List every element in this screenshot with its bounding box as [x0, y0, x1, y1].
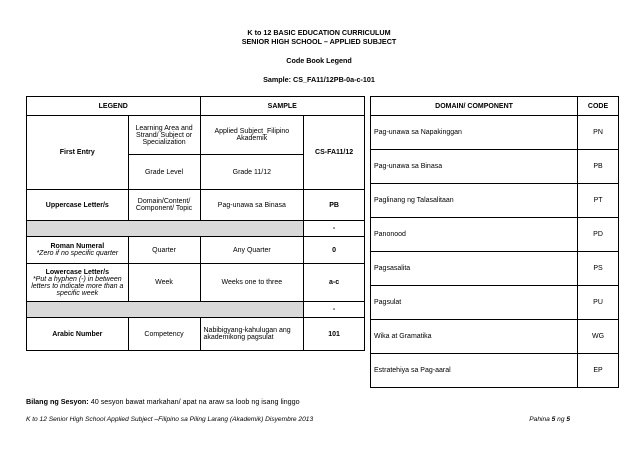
domain-header: DOMAIN/ COMPONENT [371, 97, 578, 116]
domain-row-name: Wika at Gramatika [371, 320, 578, 354]
competency-label: Competency [128, 318, 200, 351]
hyphen-1: - [304, 221, 365, 237]
sample-code: Sample: CS_FA11/12PB-0a-c-101 [263, 75, 375, 84]
quarter-label: Quarter [128, 237, 200, 264]
domain-value: Pag-unawa sa Binasa [200, 190, 304, 221]
page-current: 5 [551, 416, 556, 423]
competency-code: 101 [304, 318, 365, 351]
sessions-text: 40 sesyon bawat markahan/ apat na araw sa loob ng isang linggo [88, 397, 300, 406]
legend-header: LEGEND [27, 97, 201, 116]
grade-level-value: Grade 11/12 [200, 155, 304, 190]
separator-row [27, 302, 304, 318]
domain-row-name: Paglinang ng Talasalitaan [371, 184, 578, 218]
competency-value: Nabibigyang-kahulugan ang akademikong pagsulat [200, 318, 304, 351]
first-entry-code: CS-FA11/12 [304, 116, 365, 190]
page-prefix: Pahina [529, 416, 552, 423]
lowercase-label: Lowercase Letter/s [45, 268, 109, 276]
domain-row-code: PN [578, 116, 619, 150]
footer-doc-title: K to 12 Senior High School Applied Subject –Filipino sa Piling Larang (Akademik) Disyembre 2013 [26, 416, 314, 423]
domain-code: PB [304, 190, 365, 221]
page-number [529, 416, 570, 423]
domain-row-code: PU [578, 286, 619, 320]
domain-row-code: WG [578, 320, 619, 354]
doc-subtitle: SENIOR HIGH SCHOOL – APPLIED SUBJECT [241, 37, 397, 46]
separator-row [27, 221, 304, 237]
legend-table [26, 96, 365, 351]
arabic-number-label: Arabic Number [27, 318, 129, 351]
roman-numeral-label: Roman Numeral [50, 243, 105, 250]
domain-row-name: Pagsulat [371, 286, 578, 320]
grade-level-label: Grade Level [128, 155, 200, 190]
domain-row-code: PD [578, 218, 619, 252]
quarter-value: Any Quarter [200, 237, 304, 264]
domain-row-code: PB [578, 150, 619, 184]
sessions-note [26, 397, 300, 406]
domain-row-code: PT [578, 184, 619, 218]
legend-title: Code Book Legend [286, 56, 352, 65]
domain-row-name: Pag-unawa sa Binasa [371, 150, 578, 184]
page-total: 5 [566, 416, 570, 423]
roman-numeral-cell [27, 237, 129, 264]
code-header: CODE [578, 97, 619, 116]
page-mid: ng [555, 416, 567, 423]
domain-row-name: Pag-unawa sa Napakinggan [371, 116, 578, 150]
week-code: a-c [304, 264, 365, 302]
lowercase-cell [27, 264, 129, 302]
first-entry-label: First Entry [27, 116, 129, 190]
sample-header: SAMPLE [200, 97, 365, 116]
week-label: Week [128, 264, 200, 302]
sessions-label: Bilang ng Sesyon: [26, 397, 89, 406]
domain-row-code: EP [578, 354, 619, 388]
doc-title: K to 12 BASIC EDUCATION CURRICULUM [247, 28, 391, 37]
uppercase-label: Uppercase Letter/s [27, 190, 129, 221]
domain-row-name: Estratehiya sa Pag-aaral [371, 354, 578, 388]
week-value: Weeks one to three [200, 264, 304, 302]
domain-label: Domain/Content/ Component/ Topic [128, 190, 200, 221]
domain-row-name: Pagsasalita [371, 252, 578, 286]
domain-row-code: PS [578, 252, 619, 286]
domain-table [370, 96, 619, 388]
quarter-code: 0 [304, 237, 365, 264]
learning-area-value: Applied Subject_Filipino Akademik [200, 116, 304, 155]
learning-area-label: Learning Area and Strand/ Subject or Specialization [128, 116, 200, 155]
hyphen-2: - [304, 302, 365, 318]
lowercase-note: *Put a hyphen (-) in between letters to indicate more than a specific week [31, 275, 124, 297]
roman-numeral-note: *Zero if no specific quarter [36, 250, 119, 257]
domain-row-name: Panonood [371, 218, 578, 252]
